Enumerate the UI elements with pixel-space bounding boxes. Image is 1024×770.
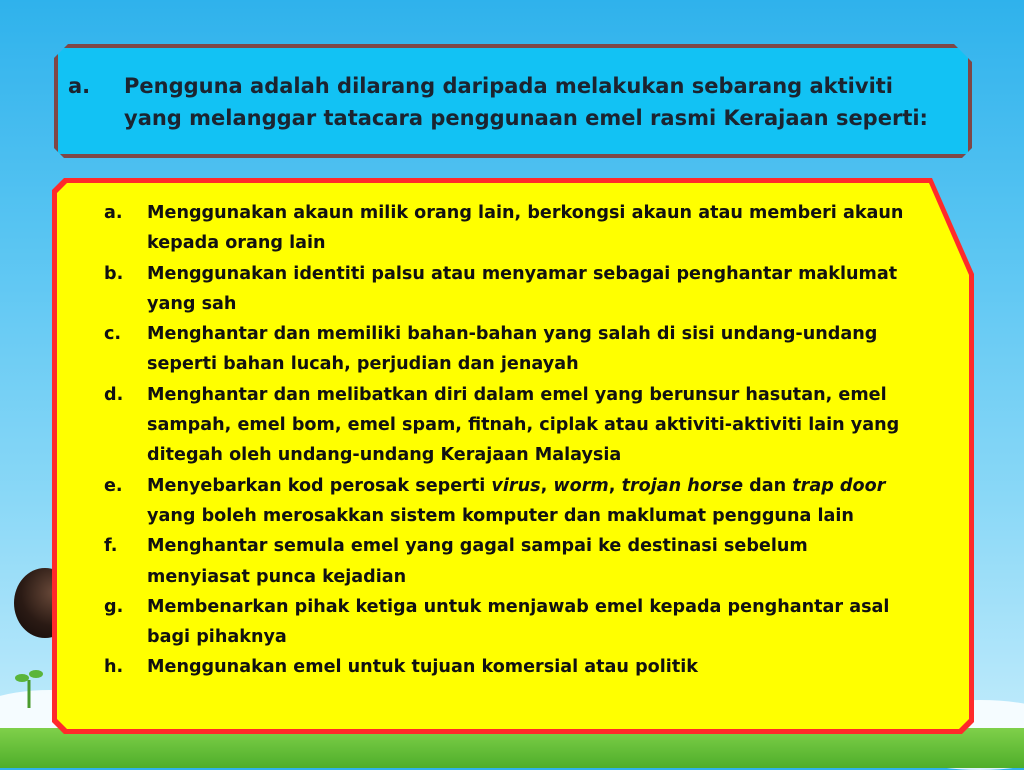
- list-item: [104, 471, 904, 532]
- text-run: Menghantar dan memiliki bahan-bahan yang salah di sisi undang-undang seperti bahan lucah, perjudian dan jenayah: [147, 324, 878, 375]
- header-statement: [68, 70, 958, 134]
- list-item-text: [147, 380, 904, 471]
- list-item-text: [147, 471, 904, 532]
- italic-term: trojan horse: [621, 475, 743, 496]
- list-item: [104, 652, 904, 682]
- list-item-marker: g.: [104, 596, 124, 617]
- text-run: ,: [540, 475, 554, 496]
- list-item: [104, 380, 904, 471]
- text-run: Menghantar dan melibatkan diri dalam emel yang berunsur hasutan, emel sampah, emel bom, emel spam, fitnah, ciplak atau aktiviti-aktiviti lain yang ditegah oleh undang-undang Kerajaan Malaysia: [147, 384, 900, 466]
- italic-term: trap door: [792, 475, 886, 496]
- text-run: Menyebarkan kod perosak seperti: [147, 475, 492, 496]
- text-run: Menggunakan identiti palsu atau menyamar sebagai penghantar maklumat yang sah: [147, 263, 898, 314]
- list-item-marker: c.: [104, 324, 122, 345]
- text-run: Menggunakan akaun milik orang lain, berkongsi akaun atau memberi akaun kepada orang lain: [147, 203, 904, 254]
- list-item-text: [147, 198, 904, 259]
- list-item-marker: f.: [104, 536, 118, 557]
- list-item: [104, 319, 904, 380]
- list-item-text: [147, 531, 904, 592]
- rules-list: [104, 198, 904, 683]
- list-item-marker: a.: [104, 203, 123, 223]
- grass-decoration: [0, 728, 1024, 768]
- text-run: yang boleh merosakkan sistem komputer dan maklumat pengguna lain: [147, 505, 854, 526]
- header-marker: a.: [68, 74, 91, 98]
- list-item-text: [147, 259, 904, 320]
- list-item-marker: h.: [104, 657, 124, 678]
- italic-term: worm: [553, 475, 609, 496]
- list-item-text: [147, 652, 904, 682]
- list-item: [104, 531, 904, 592]
- list-item: [104, 259, 904, 320]
- text-run: Menggunakan emel untuk tujuan komersial atau politik: [147, 657, 698, 678]
- text-run: Menghantar semula emel yang gagal sampai ke destinasi sebelum menyiasat punca kejadian: [147, 536, 808, 587]
- text-run: dan: [743, 475, 793, 496]
- list-item-marker: e.: [104, 475, 123, 496]
- list-item: [104, 592, 904, 653]
- list-item-marker: d.: [104, 384, 124, 405]
- italic-term: virus: [491, 475, 541, 496]
- header-text: Pengguna adalah dilarang daripada melakukan sebarang aktiviti yang melanggar tatacara penggunaan emel rasmi Kerajaan seperti:: [124, 74, 928, 130]
- list-item-marker: b.: [104, 263, 124, 284]
- list-item-text: [147, 592, 904, 653]
- sprout-icon: [14, 660, 44, 708]
- text-run: ,: [608, 475, 622, 496]
- list-item-text: [147, 319, 904, 380]
- list-item: [104, 198, 904, 259]
- text-run: Membenarkan pihak ketiga untuk menjawab emel kepada penghantar asal bagi pihaknya: [147, 596, 890, 648]
